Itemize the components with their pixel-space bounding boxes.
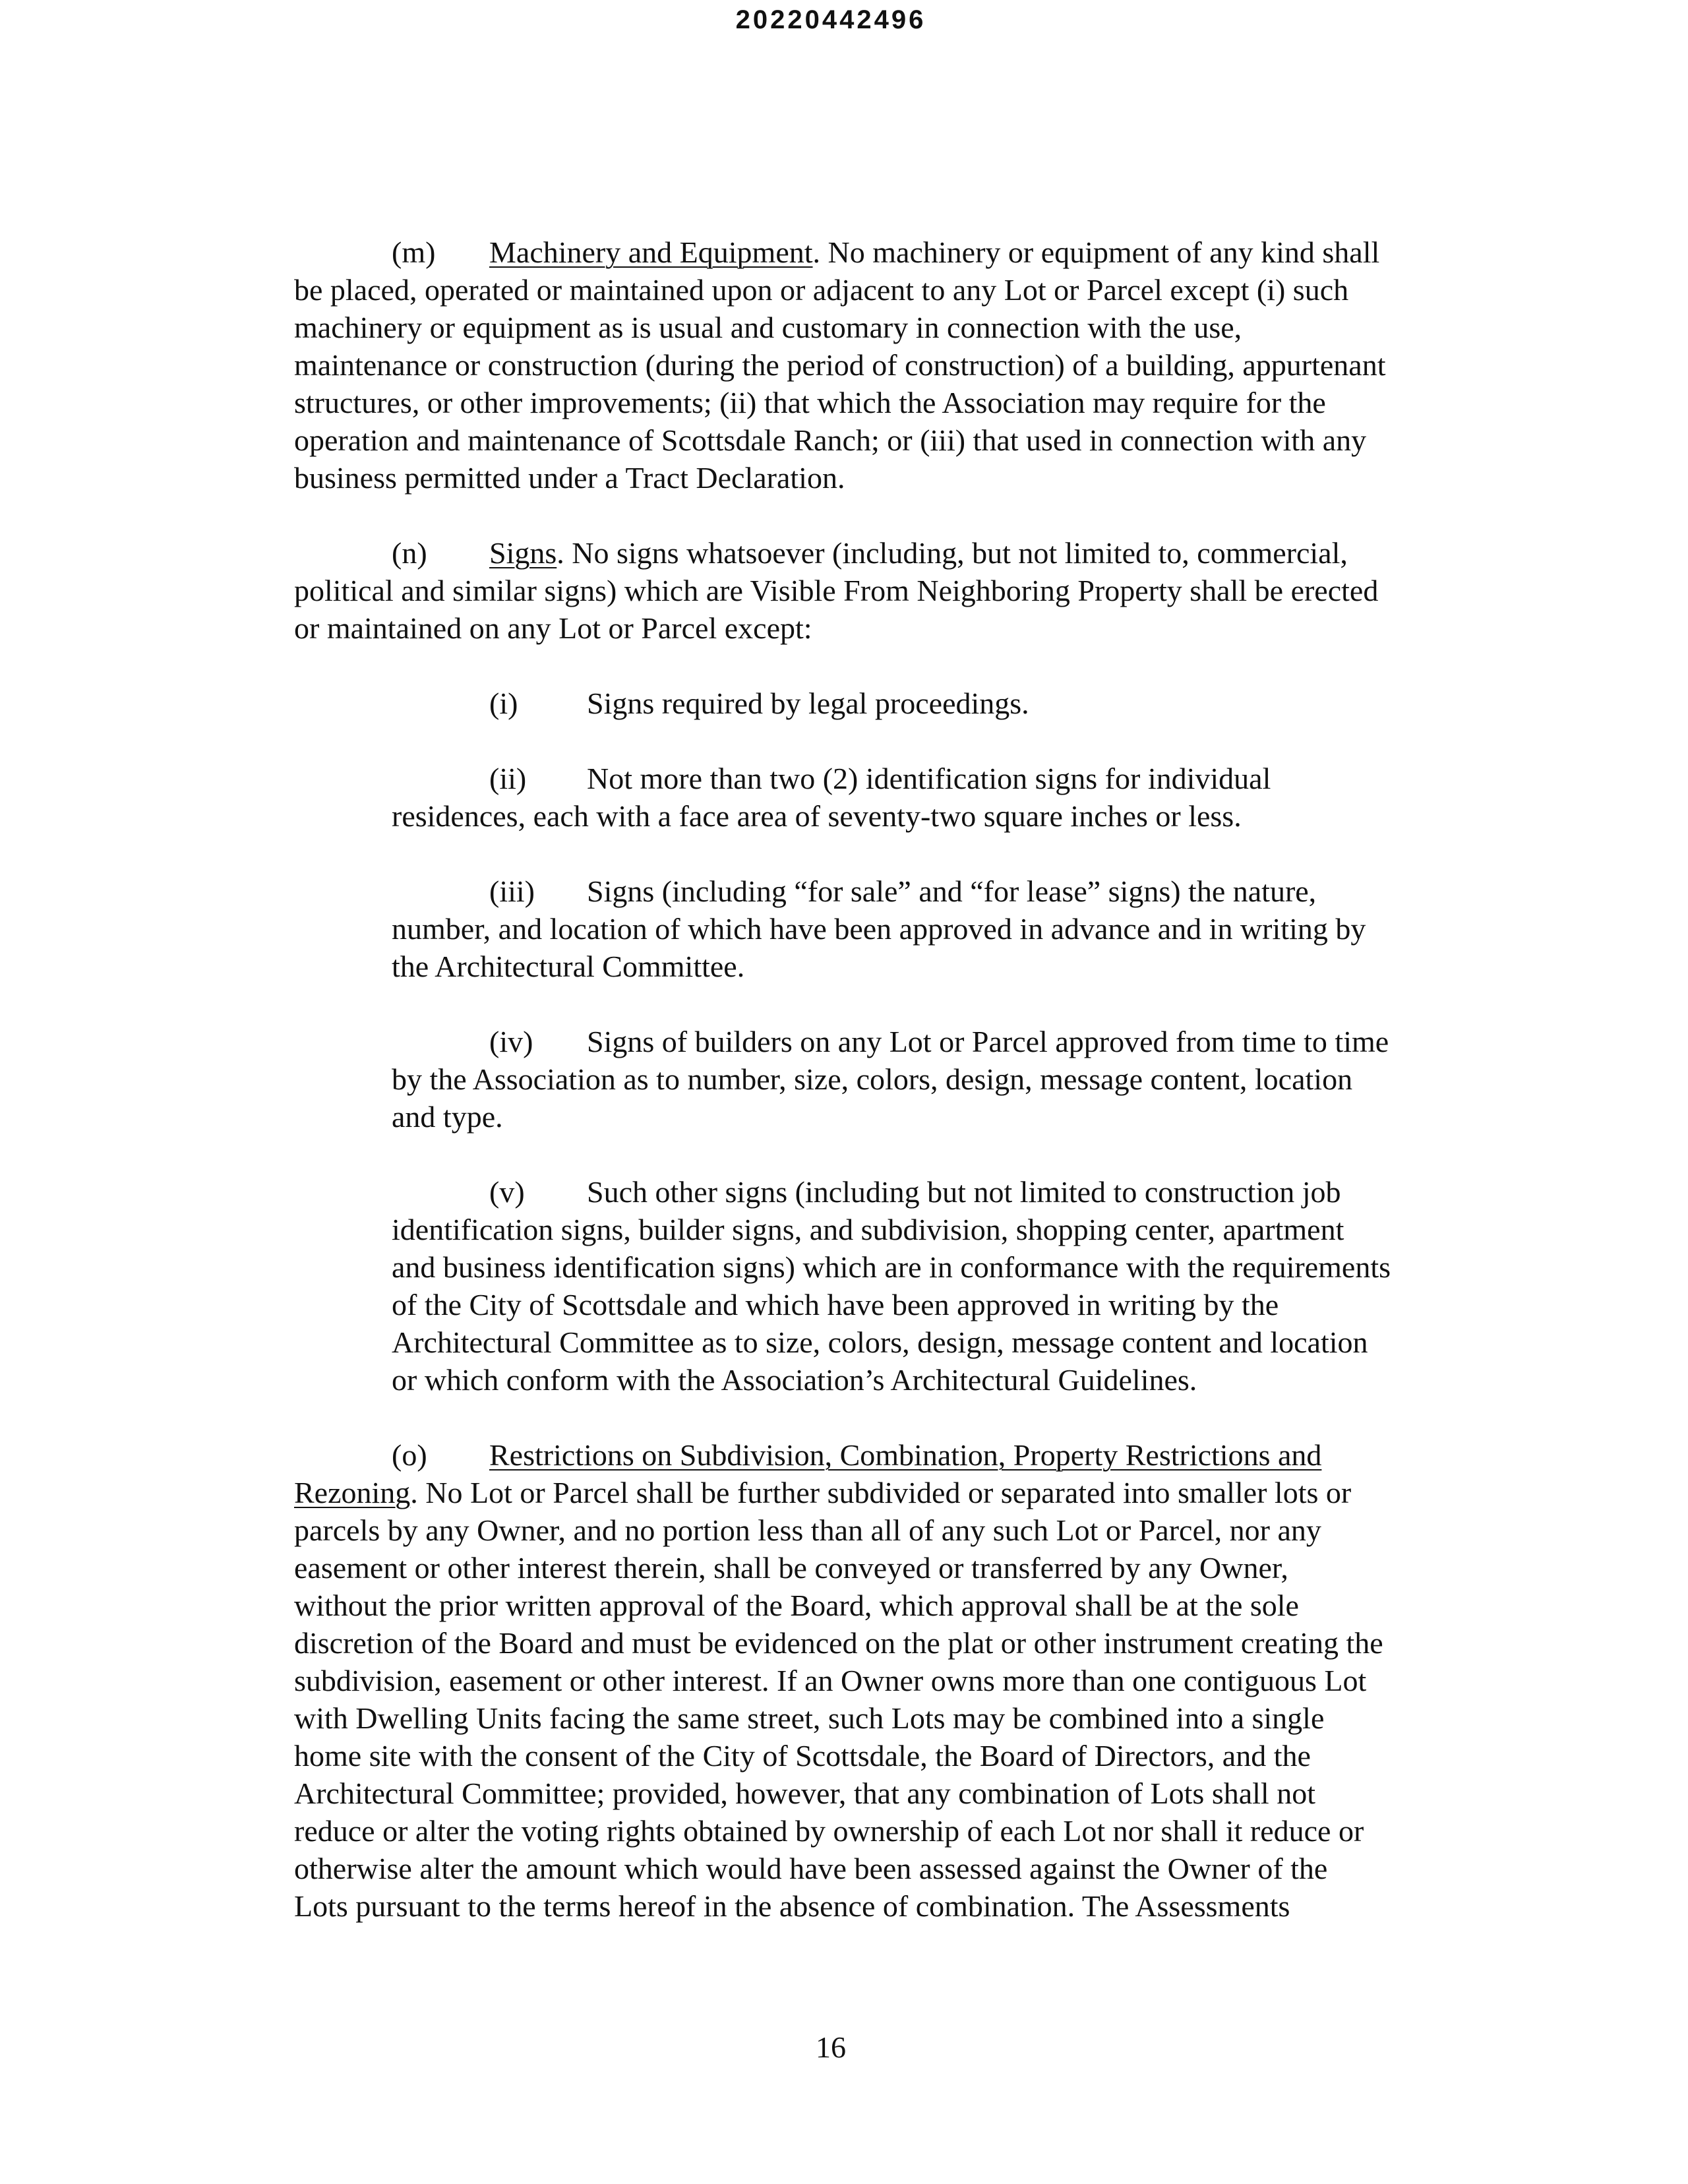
paragraph-o <box>294 1436 1481 1925</box>
paragraph-marker: (n) <box>392 536 427 570</box>
sub-item-marker: (i) <box>489 686 518 720</box>
paragraph-text: . No Lot or Parcel shall be further subdivided or separated into smaller lots or parcels by any Owner, and no portion less than all of any such Lot or Parcel, nor any easement or other interest therein, shall be conveyed or transferred by any Owner, without the prior written approval of the Board, which approval shall be at the sole discretion of the Board and must be evidenced on the plat or other instrument creating the subdivision, easement or other interest. If an Owner owns more than one contiguous Lot with Dwelling Units facing the same street, such Lots may be combined into a single home site with the consent of the City of Scottsdale, the Board of Directors, and the Architectural Committee; provided, however, that any combination of Lots shall not reduce or alter the voting rights obtained by ownership of each Lot nor shall it reduce or otherwise alter the amount which would have been assessed against the Owner of the Lots pursuant to the terms hereof in the absence of combination. The Assessments <box>294 1476 1383 1923</box>
sub-item-marker: (iii) <box>489 874 535 908</box>
sub-item-marker: (iv) <box>489 1025 533 1058</box>
sub-item-iii <box>392 872 1481 985</box>
paragraph-marker: (o) <box>392 1438 427 1472</box>
document-number: 20220442496 <box>735 5 926 34</box>
paragraph-m <box>294 233 1481 497</box>
paragraph-text: . No signs whatsoever (including, but not limited to, commercial, political and similar signs) which are Visible From Neighboring Property shall be erected or maintained on any Lot or Parcel except: <box>294 536 1379 645</box>
sub-item-ii <box>392 760 1481 835</box>
sub-item-iv <box>392 1023 1481 1136</box>
paragraph-heading: Restrictions on Subdivision, Combination, Property Restrictions and Rezoning <box>294 1438 1322 1509</box>
sub-item-marker: (ii) <box>489 762 527 795</box>
paragraph-heading: Signs <box>489 536 557 570</box>
paragraph-heading: Machinery and Equipment <box>489 235 813 269</box>
sub-item-marker: (v) <box>489 1175 525 1209</box>
page-number: 16 <box>816 2030 846 2064</box>
paragraph-text: . No machinery or equipment of any kind shall be placed, operated or maintained upon or adjacent to any Lot or Parcel except (i) such machinery or equipment as is usual and customary in connection with the use, maintenance or construction (during the period of construction) of a building, appurtenant structures, or other improvements; (ii) that which the Association may require for the operation and maintenance of Scottsdale Ranch; or (iii) that used in connection with any business permitted under a Tract Declaration. <box>294 235 1386 495</box>
sub-item-text: Not more than two (2) identification signs for individual residences, each with a face area of seventy-two square inches or less. <box>392 762 1271 833</box>
sub-item-i <box>392 684 1481 722</box>
sub-item-text: Signs (including “for sale” and “for lease” signs) the nature, number, and location of which have been approved in advance and in writing by the Architectural Committee. <box>392 874 1366 983</box>
sub-item-text: Signs required by legal proceedings. <box>587 686 1029 720</box>
paragraph-n <box>294 534 1481 647</box>
page-body <box>294 233 1481 1962</box>
paragraph-marker: (m) <box>392 235 436 269</box>
sub-item-text: Such other signs (including but not limited to construction job identification signs, builder signs, and subdivision, shopping center, apartment and business identification signs) which are in conformance with the requirements of the City of Scottsdale and which have been approved in writing by the Architectural Committee as to size, colors, design, message content and location or which conform with the Association’s Architectural Guidelines. <box>392 1175 1391 1397</box>
sub-item-v <box>392 1173 1481 1399</box>
sub-item-text: Signs of builders on any Lot or Parcel approved from time to time by the Association as to number, size, colors, design, message content, location and type. <box>392 1025 1389 1134</box>
